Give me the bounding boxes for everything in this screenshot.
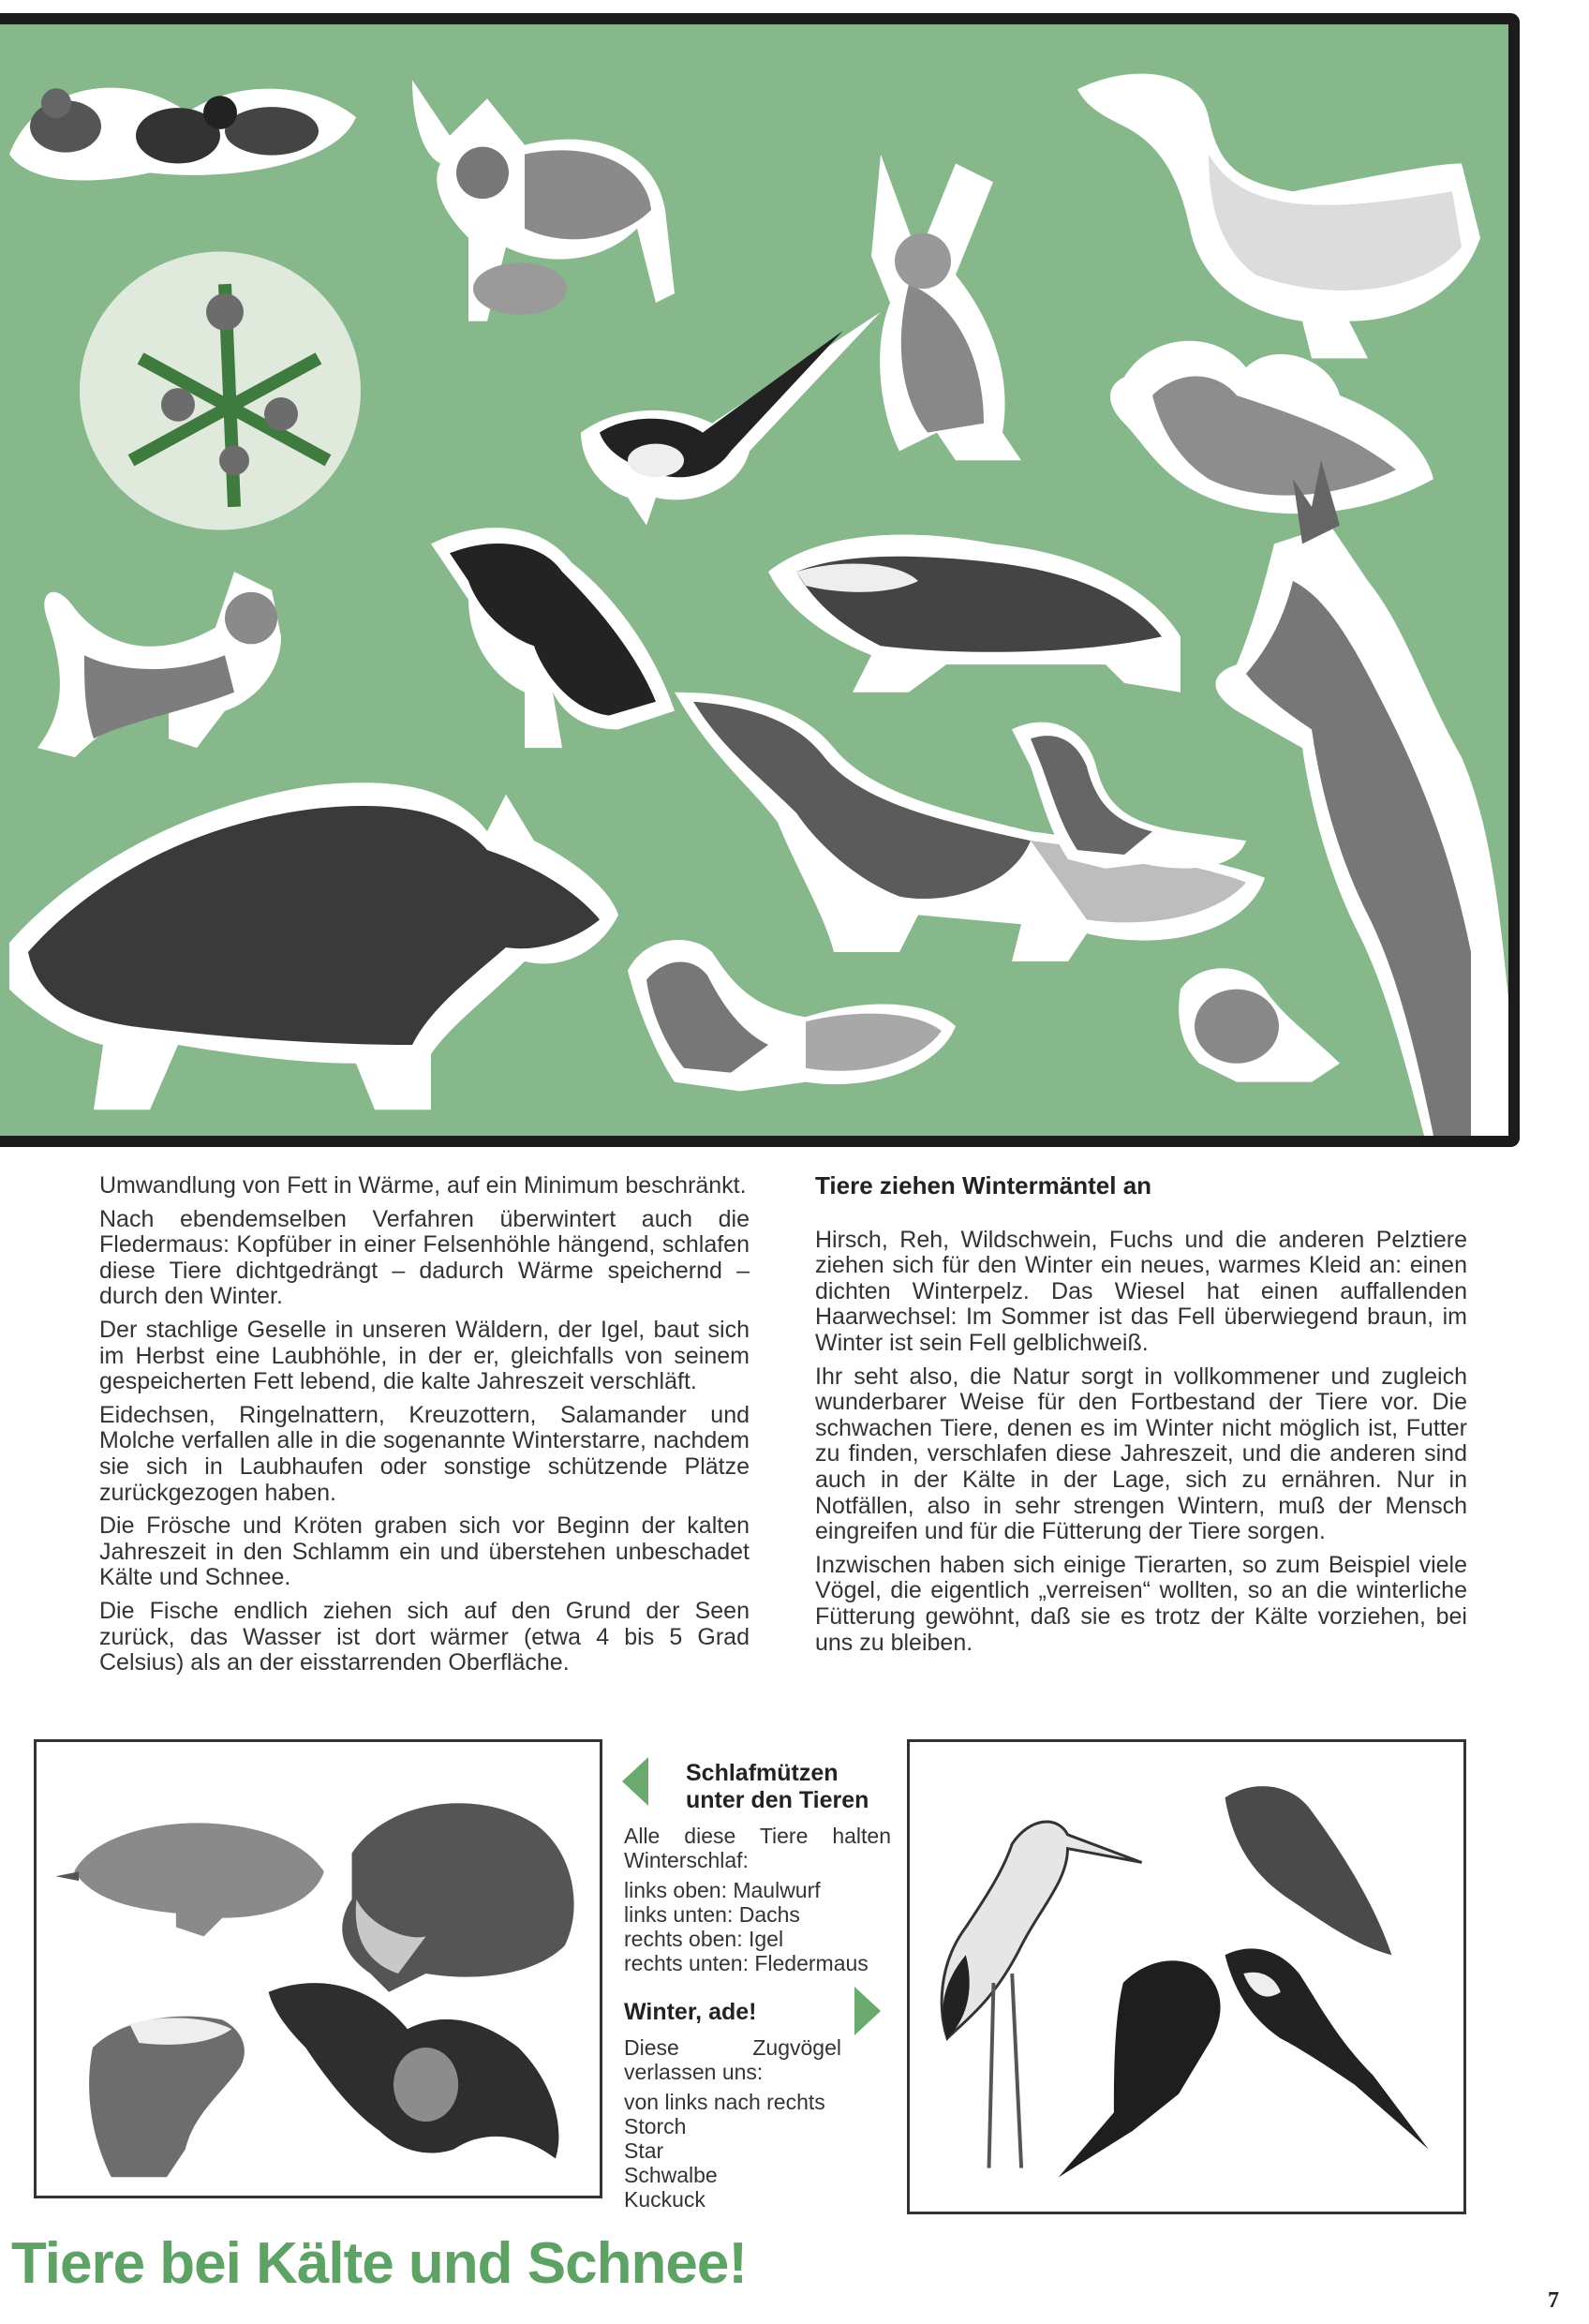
hibernators-intro: Alle diese Tiere halten Winterschlaf: (624, 1824, 891, 1872)
right-text-column (815, 1173, 1467, 1657)
boar-icon (9, 782, 618, 1110)
bat-icon (269, 1983, 559, 2158)
paragraph: Eidechsen, Ringelnattern, Kreuzottern, Salamander und Molche verfallen alle in die sogenannte Winterstarre, nachdem sie sich in Laubhaufen oder sonstige schützende Plätze zurückgezogen haben. (99, 1401, 750, 1506)
migrants-direction: von links nach rechts (624, 2090, 825, 2114)
list-item: links oben: Maulwurf (624, 1878, 821, 1902)
hamster-icon (1179, 968, 1340, 1081)
mole-icon (55, 1823, 323, 1936)
hibernators-caption (624, 1760, 891, 1975)
squirrel-icon (628, 940, 956, 1092)
page-number: 7 (1548, 2288, 1559, 2313)
badger-icon (768, 534, 1181, 692)
cat-icon (37, 572, 281, 757)
paragraph: Die Fische endlich ziehen sich auf den Grund der Seen zurück, das Wasser ist dort wärmer (etwa 4 bis 5 Grad Celsius) als an der eisstarrenden Oberfläche. (99, 1597, 750, 1676)
badger-icon (89, 2017, 245, 2178)
list-item: Kuckuck (624, 2187, 705, 2212)
hedgehog-icon (342, 1803, 573, 1992)
list-item: rechts unten: Fledermaus (624, 1951, 869, 1975)
list-item: rechts oben: Igel (624, 1927, 784, 1951)
illustration-canvas (0, 24, 1508, 1136)
fawn-icon (412, 80, 675, 320)
migrants-title: Winter, ade! (624, 1999, 757, 2025)
page-title: Tiere bei Kälte und Schnee! (11, 2231, 747, 2296)
animal-illustration (0, 13, 1520, 1147)
list-item: Star (624, 2138, 664, 2163)
berries-icon (80, 252, 361, 530)
section-heading: Tiere ziehen Wintermäntel an (815, 1171, 1152, 1199)
ducks-icon (1110, 341, 1433, 514)
migrants-canvas (910, 1742, 1463, 2212)
left-text-column (99, 1173, 750, 1677)
hare-icon (871, 155, 1021, 461)
migrants-intro: Diese Zugvögel verlassen uns: (624, 2035, 841, 2084)
paragraph: Der stachlige Geselle in unseren Wäldern, der Igel, baut sich im Herbst eine Laubhöhle, in der er, gleichfalls von seinem gespeicherten Fett lebend, die kalte Jahreszeit verschläft. (99, 1316, 750, 1395)
paragraph: Nach ebendemselben Verfahren überwintert auch die Fledermaus: Kopfüber in einer Felsenhöhle hängend, schlafen diese Tiere dichtgedrängt – dadurch Wärme speichernd – durch den Winter. (99, 1205, 750, 1310)
paragraph: Die Frösche und Kröten graben sich vor Beginn der kalten Jahreszeit in den Schlamm ein und überstehen unbeschadet Kälte und Schnee. (99, 1512, 750, 1591)
paragraph: Hirsch, Reh, Wildschwein, Fuchs und die anderen Pelztiere ziehen sich für den Winter ein neues, warmes Kleid an: einen dichten Winterpelz. Das Wiesel hat einen auffallenden Haarwechsel: Im Sommer ist das Fell überwiegend braun, im Winter ist sein Fell gelblichweiß. (815, 1226, 1467, 1356)
hibernators-picture (34, 1739, 602, 2198)
hibernators-title-line2: unter den Tieren (686, 1787, 869, 1813)
migrants-picture (907, 1739, 1466, 2214)
swallow-icon (1225, 1948, 1429, 2149)
crow-icon (431, 528, 675, 748)
starling-icon (1059, 1960, 1221, 2177)
birds-icon (9, 88, 356, 181)
goose-icon (1077, 74, 1480, 359)
list-item: Schwalbe (624, 2163, 718, 2187)
paragraph: Umwandlung von Fett in Wärme, auf ein Minimum beschränkt. (99, 1172, 747, 1199)
paragraph: Ihr seht also, die Natur sorgt in vollkommener und zugleich wunderbarer Weise für den Fortbestand der Tiere vor. Die schwachen Tiere, denen es im Winter nicht möglich ist, Futter zu finden, verschlafen diese Jahreszeit, und die anderen sind auch in der Kälte in der Lage, sich zu ernähren. Nur in Notfällen, also in sehr strengen Wintern, muß der Mensch eingreifen und für die Fütterung der Tiere sorgen. (815, 1363, 1467, 1545)
fox-icon (675, 693, 1265, 961)
list-item: Storch (624, 2114, 687, 2138)
cuckoo-icon (1225, 1786, 1392, 1955)
list-item: links unten: Dachs (624, 1902, 800, 1927)
hibernators-title-line1: Schlafmützen (686, 1760, 839, 1786)
magpie-icon (581, 312, 881, 526)
migrants-caption (624, 1999, 891, 2212)
paragraph: Inzwischen haben sich einige Tierarten, so zum Beispiel viele Vögel, die eigentlich „verreisen“ wollten, so an die winterliche Fütterung gewöhnt, daß sie es trotz der Kälte vorziehen, bei uns zu bleiben. (815, 1551, 1467, 1656)
hibernators-canvas (37, 1742, 600, 2196)
